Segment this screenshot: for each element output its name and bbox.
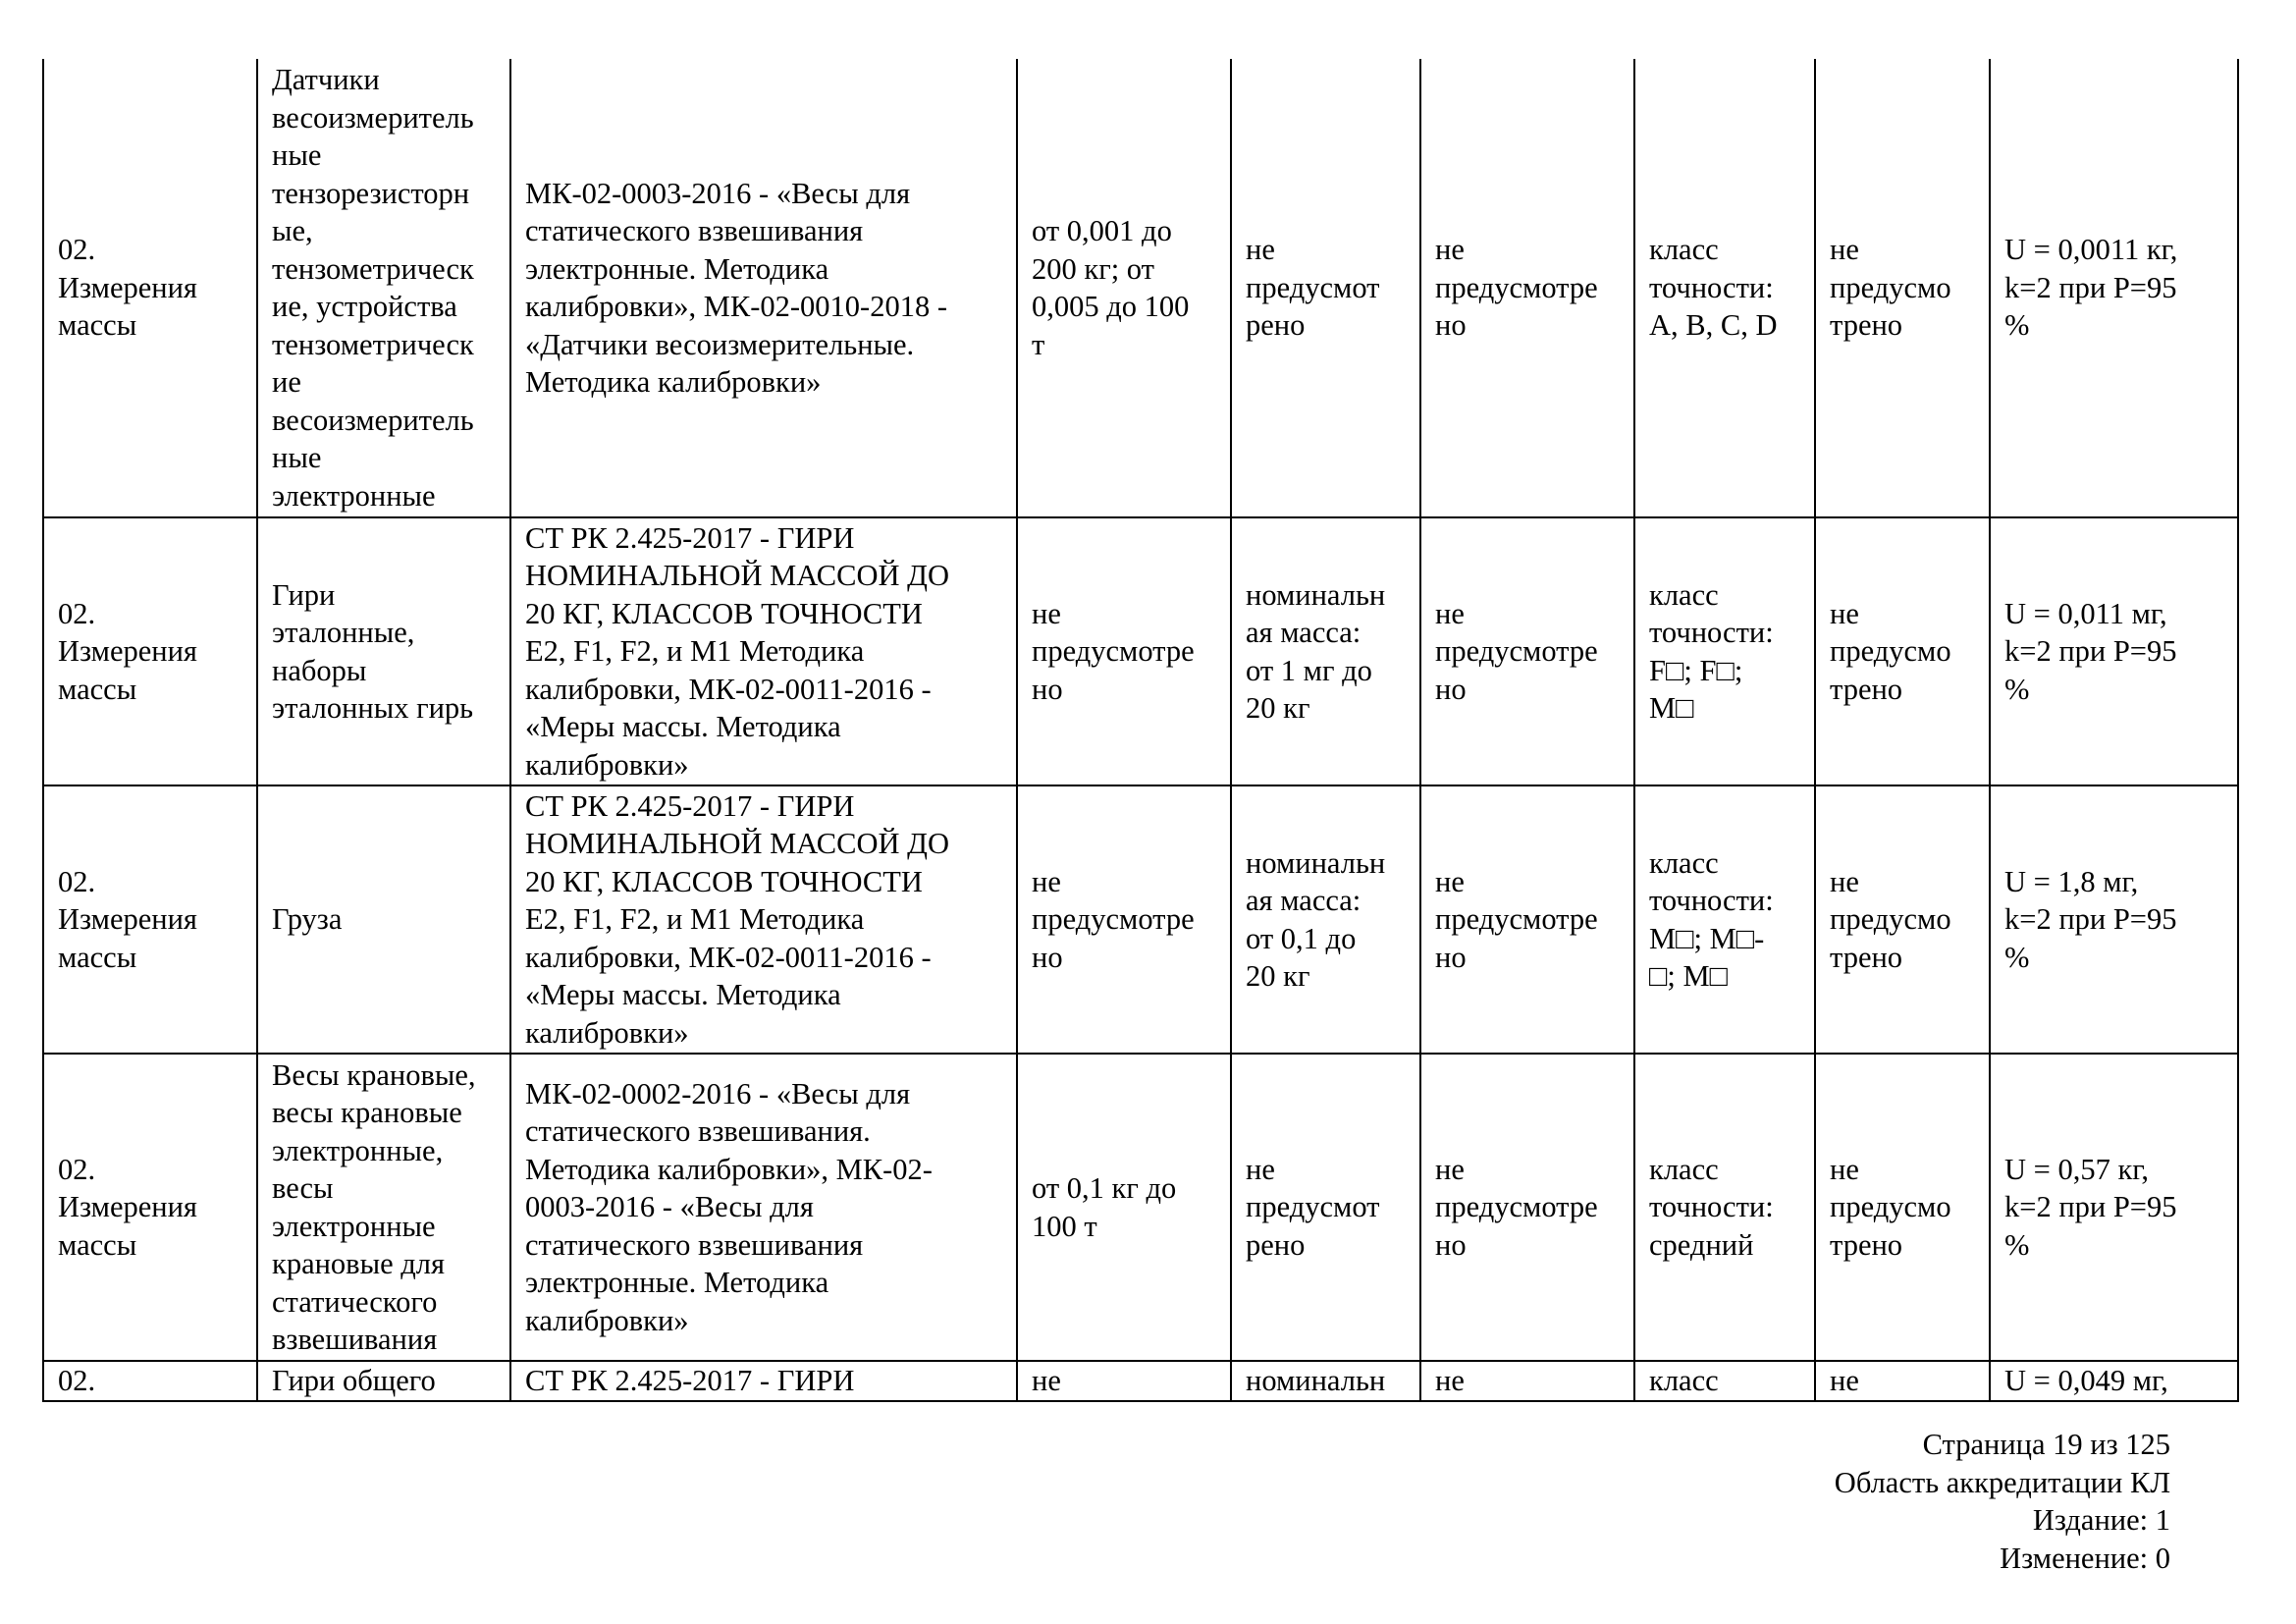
table-cell-field xyxy=(43,1361,257,1401)
cell-text: МК-02-0002-2016 - «Весы для статического взвешивания. Методика калибровки», МК-02- 0003-2016 - «Весы для статического взвешивания электронные. Методика калибровки» xyxy=(525,1076,933,1337)
cell-text: номинальн ая масса: от 0,1 до 20 кг xyxy=(1246,845,1386,993)
cell-text: СТ РК 2.425-2017 - ГИРИ НОМИНАЛЬНОЙ МАССОЙ ДО 20 КГ, КЛАССОВ ТОЧНОСТИ E2, F1, F2, и M1 Методика калибровки, МК-02-0011-2016 - «Меры массы. Методика калибровки» xyxy=(525,788,949,1050)
table-cell-param xyxy=(1420,59,1634,517)
cell-text: U = 1,8 мг, k=2 при P=95 % xyxy=(2004,864,2177,974)
cell-text: класс xyxy=(1649,1364,1719,1397)
cell-text: от 0,1 кг до 100 т xyxy=(1032,1171,1177,1243)
table-cell-nominal xyxy=(1231,785,1420,1054)
table-cell-object xyxy=(257,1054,510,1361)
table-cell-object xyxy=(257,517,510,785)
table-cell-param xyxy=(1420,517,1634,785)
cell-text: не предусмотре но xyxy=(1435,1152,1598,1262)
table-cell-uncertainty xyxy=(1990,1361,2238,1401)
table-row xyxy=(43,517,2238,785)
cell-text: U = 0,049 мг, xyxy=(2004,1364,2168,1397)
cell-text: не xyxy=(1830,1364,1859,1397)
table-cell-uncertainty xyxy=(1990,517,2238,785)
table-cell-method xyxy=(510,1054,1017,1361)
table-cell-extra xyxy=(1815,785,1990,1054)
table-cell-object xyxy=(257,59,510,517)
cell-text: класс точности: A, B, C, D xyxy=(1649,233,1778,343)
cell-text: 02. Измерения массы xyxy=(58,864,197,974)
table-cell-class xyxy=(1634,517,1815,785)
cell-text: не предусмотре но xyxy=(1435,864,1598,974)
table-cell-param xyxy=(1420,1361,1634,1401)
table-row xyxy=(43,1361,2238,1401)
cell-text: 02. Измерения массы xyxy=(58,596,197,706)
cell-text: Датчики весоизмеритель ные тензорезисторн ые, тензометрическ ие, устройства тензометрическ ие весоизмеритель ные электронные xyxy=(272,63,474,513)
table-cell-extra xyxy=(1815,517,1990,785)
cell-text: не предусмот рено xyxy=(1246,233,1380,343)
cell-text: СТ РК 2.425-2017 - ГИРИ НОМИНАЛЬНОЙ МАССОЙ ДО 20 КГ, КЛАССОВ ТОЧНОСТИ E2, F1, F2, и M1 Методика калибровки, МК-02-0011-2016 - «Меры массы. Методика калибровки» xyxy=(525,520,949,782)
table-row xyxy=(43,1054,2238,1361)
change-label: Изменение: 0 xyxy=(2000,1541,2170,1575)
table-cell-class xyxy=(1634,1054,1815,1361)
table-cell-range xyxy=(1017,517,1231,785)
cell-text: U = 0,0011 кг, k=2 при P=95 % xyxy=(2004,233,2178,343)
table-cell-class xyxy=(1634,59,1815,517)
cell-text: не предусмо трено xyxy=(1830,596,1951,706)
accreditation-table xyxy=(42,59,2239,1402)
cell-text: номинальн ая масса: от 1 мг до 20 кг xyxy=(1246,577,1386,725)
table-cell-nominal xyxy=(1231,517,1420,785)
cell-text: U = 0,57 кг, k=2 при P=95 % xyxy=(2004,1152,2177,1262)
cell-text: номинальн xyxy=(1246,1364,1386,1397)
table-cell-field xyxy=(43,59,257,517)
cell-text: не предусмо трено xyxy=(1830,1152,1951,1262)
table-cell-nominal xyxy=(1231,59,1420,517)
table-cell-nominal xyxy=(1231,1361,1420,1401)
cell-text: не xyxy=(1032,1364,1061,1397)
table-cell-range xyxy=(1017,59,1231,517)
edition-label: Издание: 1 xyxy=(2032,1503,2170,1537)
cell-text: Гири общего xyxy=(272,1364,436,1397)
table-cell-field xyxy=(43,785,257,1054)
cell-text: не предусмо трено xyxy=(1830,233,1951,343)
cell-text: от 0,001 до 200 кг; от 0,005 до 100 т xyxy=(1032,214,1190,361)
cell-text: 02. xyxy=(58,1364,96,1397)
cell-text: 02. Измерения массы xyxy=(58,233,197,343)
cell-text: не предусмотре но xyxy=(1435,233,1598,343)
table-cell-class xyxy=(1634,785,1815,1054)
cell-text: СТ РК 2.425-2017 - ГИРИ xyxy=(525,1364,855,1397)
cell-text: Груза xyxy=(272,902,343,937)
table-cell-method xyxy=(510,1361,1017,1401)
table-cell-object xyxy=(257,1361,510,1401)
cell-text: МК-02-0003-2016 - «Весы для статического взвешивания электронные. Методика калибровки», МК-02-0010-2018 - «Датчики весоизмерительные. Методика калибровки» xyxy=(525,176,947,399)
table-cell-param xyxy=(1420,1054,1634,1361)
table-cell-field xyxy=(43,517,257,785)
cell-text: 02. Измерения массы xyxy=(58,1152,197,1262)
table-cell-range xyxy=(1017,785,1231,1054)
page-footer xyxy=(1835,1426,2170,1577)
cell-text: не предусмот рено xyxy=(1246,1152,1380,1262)
accreditation-area: Область аккредитации КЛ xyxy=(1834,1465,2170,1499)
cell-text: U = 0,011 мг, k=2 при P=95 % xyxy=(2004,596,2177,706)
cell-text: класс точности: F□; F□; M□ xyxy=(1649,577,1774,725)
table-cell-object xyxy=(257,785,510,1054)
cell-text: класс точности: M□; M□- □; M□ xyxy=(1649,845,1774,993)
page-number: Страница 19 из 125 xyxy=(1922,1428,2170,1461)
cell-text: Весы крановые, весы крановые электронные, весы электронные крановые для статического взвешивания xyxy=(272,1057,476,1356)
table-cell-uncertainty xyxy=(1990,785,2238,1054)
table-cell-method xyxy=(510,517,1017,785)
table-cell-class xyxy=(1634,1361,1815,1401)
cell-text: не предусмотре но xyxy=(1435,596,1598,706)
cell-text: не предусмо трено xyxy=(1830,864,1951,974)
cell-text: не предусмотре но xyxy=(1032,596,1195,706)
table-cell-param xyxy=(1420,785,1634,1054)
table-cell-extra xyxy=(1815,1054,1990,1361)
cell-text: не предусмотре но xyxy=(1032,864,1195,974)
table-row xyxy=(43,785,2238,1054)
table-cell-extra xyxy=(1815,1361,1990,1401)
table-cell-range xyxy=(1017,1361,1231,1401)
table-cell-uncertainty xyxy=(1990,59,2238,517)
table-row xyxy=(43,59,2238,517)
table-cell-method xyxy=(510,785,1017,1054)
table-cell-method xyxy=(510,59,1017,517)
table-cell-uncertainty xyxy=(1990,1054,2238,1361)
cell-text: Гири эталонные, наборы эталонных гирь xyxy=(272,577,474,725)
table-cell-extra xyxy=(1815,59,1990,517)
cell-text: не xyxy=(1435,1364,1465,1397)
table-cell-field xyxy=(43,1054,257,1361)
table-cell-range xyxy=(1017,1054,1231,1361)
table-cell-nominal xyxy=(1231,1054,1420,1361)
cell-text: класс точности: средний xyxy=(1649,1152,1774,1262)
